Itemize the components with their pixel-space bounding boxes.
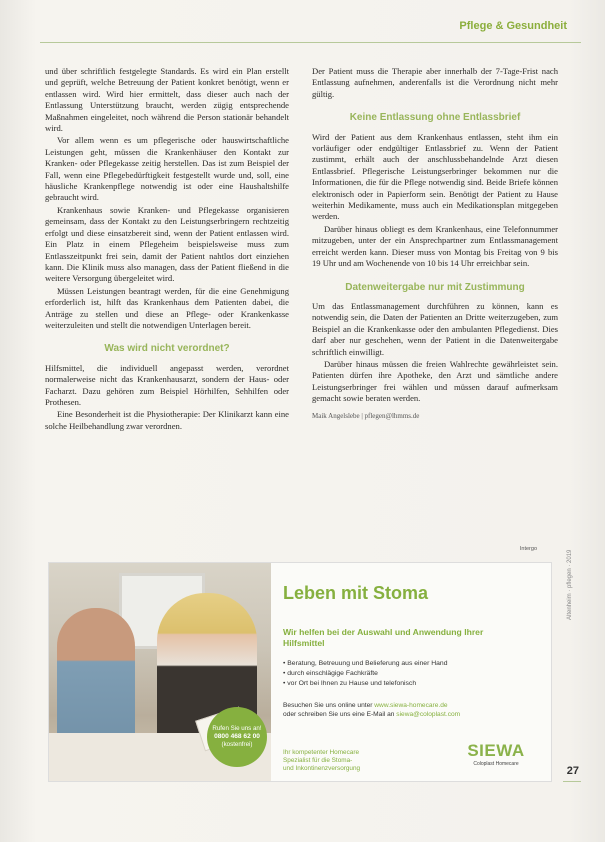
paragraph: Krankenhaus sowie Kranken- und Pflegekasse organisieren gemeinsam, dass der Kontakt zu den Leistungserbringern rechtzeitig erfolgt und diese einsatzbereit sind, wenn der Patient entlassen wird. Ein Platz in einem Pflegeheim beispielsweise muss zum Entlasszeitpunkt frei sein, damit der Patient nahtlos dort einziehen kann. Die Klinik muss also managen, dass der Patient fließend in die weitere Versorgung übergeleitet wird. xyxy=(45,204,289,284)
ad-contact xyxy=(283,701,543,719)
footer-line: Spezialist für die Stoma- xyxy=(283,757,353,764)
header-divider xyxy=(40,42,581,43)
paragraph: Hilfsmittel, die individuell angepasst werden, verordnet normalerweise nicht das Krankenhausarzt, sondern der Haus- oder Facharzt. Dazu gehören zum Beispiel Hörhilfen, Sehhilfen oder Prothesen. xyxy=(45,362,289,407)
paragraph: Darüber hinaus obliegt es dem Krankenhaus, eine Telefonnummer mitzugeben, unter der ein Ansprechpartner zum Entlassmanagement erreicht werden kann. Dieser muss von Montag bis Freitag von 9 bis 19 Uhr und am Wochenende von 10 bis 14 Uhr erreichbar sein. xyxy=(312,223,558,269)
badge-note: (kostenfrei) xyxy=(221,741,253,748)
email-link[interactable]: siewa@coloplast.com xyxy=(396,711,461,718)
subheading: Was wird nicht verordnet? xyxy=(104,343,230,355)
list-item: • vor Ort bei Ihnen zu Hause und telefonisch xyxy=(283,680,417,687)
left-column xyxy=(45,66,289,433)
page-number-rule xyxy=(563,781,581,782)
paragraph: Wird der Patient aus dem Krankenhaus entlassen, steht ihm ein vorläufiger oder endgültiger Entlassbrief zu. Wenn der Patient zustimmt, erhält auch der anschlussbehandelnde Arzt diesen Entlassbrief. Pflegerische Leistungserbringer bekommen nur die Informationen, die für die Pflege notwendig sind. Beide Briefe können elektronisch oder in Papierform sein. Benötigt der Patient zu Hause weiterhin Medikamente, muss auch ein Medikationsplan mitgegeben werden. xyxy=(312,131,558,222)
page-number: 27 xyxy=(566,765,579,777)
siewa-logo xyxy=(453,741,539,767)
contact-text: oder schreiben Sie uns eine E-Mail an xyxy=(283,711,395,718)
logo-tagline: Coloplast Homecare xyxy=(473,761,519,767)
list-item: • Beratung, Betreuung und Belieferung aus einer Hand xyxy=(283,660,448,667)
subheading: Datenweitergabe nur mit Zustimmung xyxy=(345,281,525,293)
footer-line: Ihr kompetenter Homecare xyxy=(283,749,360,756)
logo-name: SIEWA xyxy=(467,741,525,760)
ad-bullet-list xyxy=(283,659,448,689)
paragraph: und über schriftlich festgelegte Standards. Es wird ein Plan erstellt und geprüft, welche Betreuung der Patient konkret benötigt, wenn er entlassen wird. Wird hier ermittelt, dass dieser auch nach der Entlassung Unterstützung braucht, werden zügig entsprechende Maßnahmen eingeleitet, noch während die Person stationär behandelt wird. xyxy=(45,66,289,134)
phone-number: 0800 468 62 00 xyxy=(214,733,260,740)
paragraph: Vor allem wenn es um pflegerische oder hauswirtschaftliche Leistungen geht, müssen die Krankenhäuser den Kontakt zur Kranken- oder Pflegekasse zeitig herstellen. Das ist zum Beispiel der Fall, wenn eine Pflegebedürftigkeit festgestellt wurde und, soll, eine häusliche Krankenpflege notwendig ist oder eine Haushaltshilfe gebraucht wird. xyxy=(45,135,289,203)
right-column xyxy=(312,66,558,422)
subheading: Keine Entlassung ohne Entlassbrief xyxy=(349,112,521,124)
contact-text: Besuchen Sie uns online unter xyxy=(283,702,373,709)
ad-subtitle: Wir helfen bei der Auswahl und Anwendung Ihrer Hilfsmittel xyxy=(283,627,484,648)
badge-text: Rufen Sie uns an! xyxy=(212,725,262,732)
website-link[interactable]: www.siewa-homecare.de xyxy=(374,702,448,709)
footer-line: und Inkontinenzversorgung xyxy=(283,765,361,772)
list-item: • durch einschlägige Fachkräfte xyxy=(283,670,378,677)
section-header: Pflege & Gesundheit xyxy=(459,20,567,32)
magazine-side-text: Altenheim · pflegen · 2019 xyxy=(567,549,573,620)
phone-badge[interactable] xyxy=(207,707,267,767)
paragraph: Der Patient muss die Therapie aber innerhalb der 7-Tage-Frist nach Entlassung aufnehmen, anderenfalls ist die Verordnung nicht mehr gültig. xyxy=(312,66,558,99)
ad-title: Leben mit Stoma xyxy=(283,583,429,603)
ad-photo xyxy=(49,563,271,781)
image-credit: Intergo xyxy=(519,546,537,552)
ad-footer xyxy=(283,749,433,773)
paragraph: Müssen Leistungen beantragt werden, für die eine Genehmigung erforderlich ist, hilft das Krankenhaus dem Patienten dabei, die Anträge zu stellen und diese an Pflege- oder Krankenkasse weiterzuleiten und stellt die notwendigen Unterlagen bereit. xyxy=(45,285,289,330)
advertisement xyxy=(48,562,552,782)
author-signature: Maik Angelslebe | pflegen@lhmms.de xyxy=(312,411,420,420)
paragraph: Darüber hinaus müssen die freien Wahlrechte gewährleistet sein. Patienten dürfen ihre Apotheke, den Arzt und sämtliche andere Leistungserbringer frei wählen und müssen darauf aufmerksam gemacht sowie beraten werden. xyxy=(312,358,558,404)
paragraph: Um das Entlassmanagement durchführen zu können, kann es notwendig sein, die Daten der Patienten an Dritte weiterzugeben, zum Beispiel an die Krankenkasse oder den ambulanten Pflegedienst. Dies darf aber nur geschehen, wenn der Patient in die Datenweitergabe schriftlich einwilligt. xyxy=(312,300,558,357)
paragraph: Eine Besonderheit ist die Physiotherapie: Der Klinikarzt kann eine solche Heilbehandlung zwar verordnen. xyxy=(45,409,289,431)
